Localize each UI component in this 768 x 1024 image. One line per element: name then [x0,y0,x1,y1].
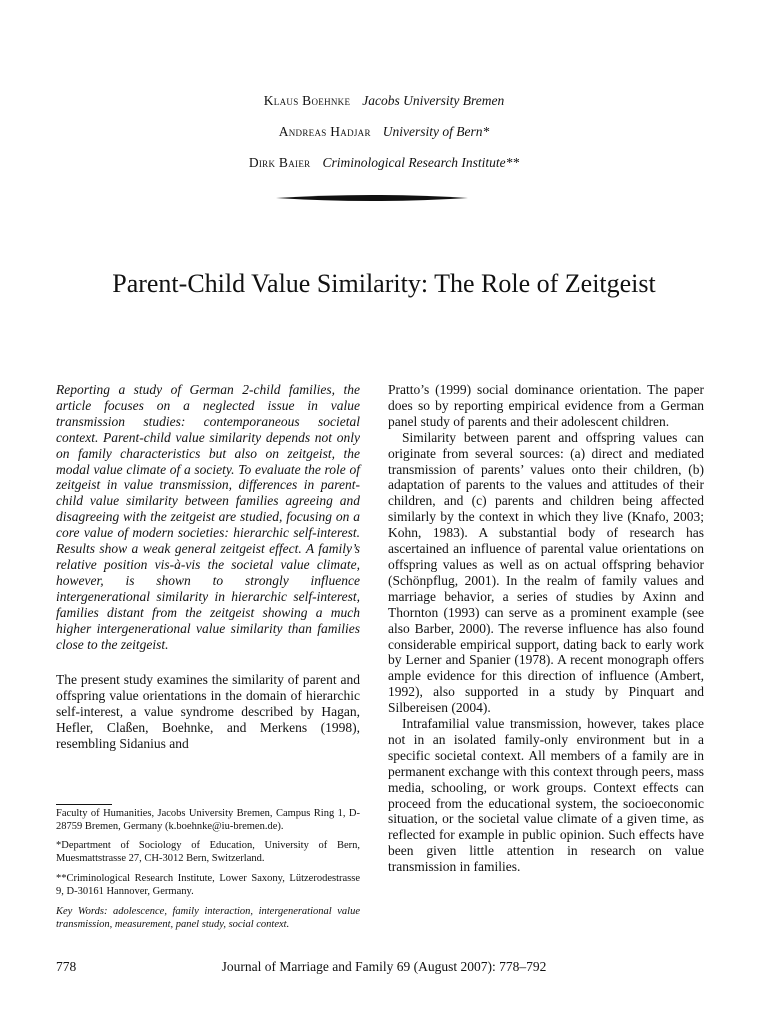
footnote-affiliation: *Department of Sociology of Education, University of Bern, Muesmattstrasse 27, CH-3012 Bern, Switzerland. [56,840,360,864]
author-line-1 [0,93,768,109]
ornamental-rule [276,193,468,203]
left-column [56,382,360,752]
footnote-affiliation: Faculty of Humanities, Jacobs University Bremen, Campus Ring 1, D-28759 Bremen, Germany (k.boehnke@iu-bremen.de). [56,808,360,832]
body-paragraph: Similarity between parent and offspring values can originate from several sources: (a) direct and mediated transmission of parents’ values onto their children, (b) adaptation of parents to the values and attitudes of their children, and (c) parents and children being affected similarly by the context in which they live (Knafo, 2003; Kohn, 1983). A substantial body of research has ascertained an influence of parental value orientations on offspring values as well as on actual offspring behavior (Schönpflug, 2001). In the realm of family values and marriage behavior, a series of studies by Axinn and Thornton (1993) can serve as a prominent example (see also Barber, 2000). The reverse influence has also found considerable empirical support, dating back to early work by Lerner and Spanier (1978). A recent monograph offers ample evidence for this direction of influence (Ambert, 1992), also supported in a study by Pinquart and Silbereisen (2004). [388,429,704,716]
article-title: Parent-Child Value Similarity: The Role of Zeitgeist [112,269,656,298]
body-paragraph: The present study examines the similarity of parent and offspring value orientations in the domain of hierarchic self-interest, a value syndrome described by Hagan, Hefler, Claßen, Boehnke, and Merkens (1998), resembling Sidanius and [56,672,360,752]
author-name: Klaus Boehnke [263,93,351,108]
abstract: Reporting a study of German 2-child families, the article focuses on a neglected issue in value transmission studies: contemporaneous societal context. Parent-child value similarity depends not only on family characteristics but also on zeitgeist, the modal value climate of a society. To evaluate the role of zeitgeist in value transmission, differences in parent-child value similarity between families agreeing and disagreeing with the zeitgeist are studied, focusing on a core value of modern societies: hierarchic self-interest. Results show a weak general zeitgeist effect. A family’s relative position vis-à-vis the societal value climate, however, is shown to strongly influence intergenerational similarity in hierarchic self-interest, families distant from the zeitgeist showing a much higher intergenerational value similarity than families close to the zeitgeist. [56,382,360,652]
author-affiliation: Jacobs University Bremen [362,93,505,108]
page-number: 778 [56,959,77,974]
author-line-3 [0,155,768,171]
body-paragraph: Pratto’s (1999) social dominance orientation. The paper does so by reporting empirical evidence from a German panel study of parents and their adolescent children. [388,382,704,429]
right-column [388,382,704,875]
author-name: Andreas Hadjar [278,124,371,139]
author-line-2 [0,124,768,140]
footnote-affiliation: **Criminological Research Institute, Lower Saxony, Lützerodestrasse 9, D-30161 Hannover, Germany. [56,873,360,897]
footnote-keywords: Key Words: adolescence, family interaction, intergenerational value transmission, measurement, panel study, social context. [56,906,360,930]
body-paragraph: Intrafamilial value transmission, however, takes place not in an isolated family-only environment but in a specific societal context. All members of a family are in permanent exchange with this context through peers, mass media, schooling, or work groups. Context effects can proceed from the educational system, the socioeconomic situation, or the societal value climate of a given time, as reflected for example in public opinion. Such effects have been given little attention in research on value transmission in families. [388,716,704,875]
journal-citation: Journal of Marriage and Family 69 (August 2007): 778–792 [221,959,547,974]
author-name: Dirk Baier [248,155,311,170]
author-affiliation: Criminological Research Institute** [322,155,520,170]
footnote-rule [56,804,112,805]
author-affiliation: University of Bern* [382,124,490,139]
